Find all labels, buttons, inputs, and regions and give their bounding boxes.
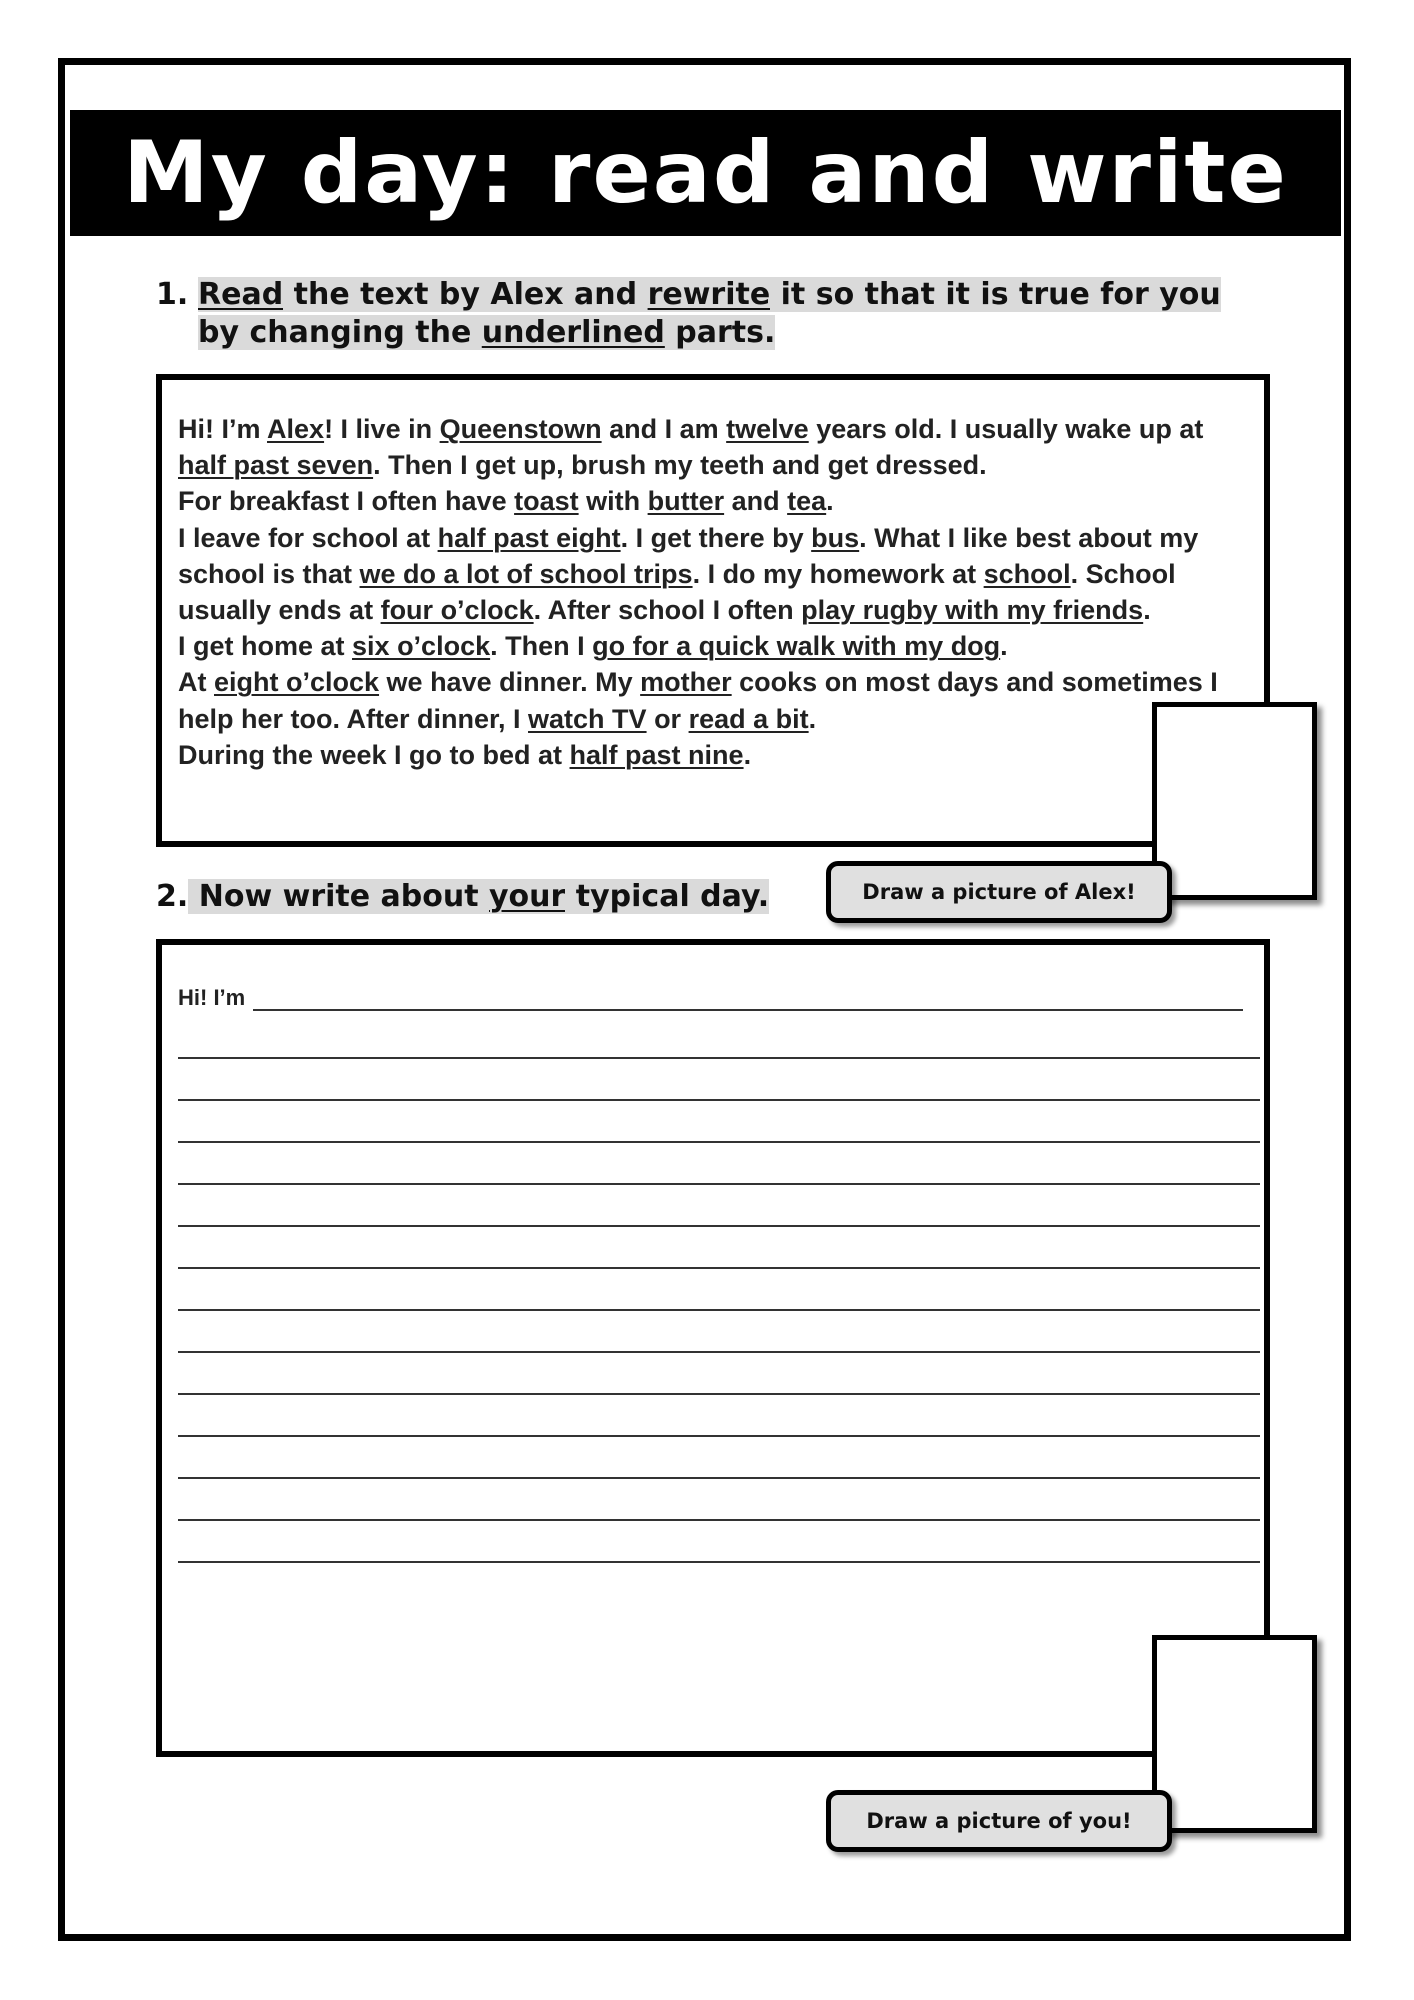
task-2-number: 2. — [156, 879, 189, 914]
task-1-line-2 — [198, 314, 775, 352]
underlined-part: tea — [787, 486, 827, 517]
underlined-part: eight o’clock — [214, 667, 380, 698]
alex-picture-box[interactable] — [1152, 702, 1317, 900]
underlined-part: mother — [640, 667, 732, 698]
task-1-text-b: it so that it is true for you — [770, 277, 1221, 312]
writing-line[interactable] — [178, 1435, 1260, 1437]
task-2-instruction — [156, 878, 769, 916]
underlined-part: we do a lot of school trips — [359, 558, 693, 589]
underlined-part: toast — [514, 486, 579, 517]
text-part: with — [578, 486, 648, 517]
text-line — [178, 411, 1248, 483]
task-1-text-d: parts. — [664, 315, 776, 350]
writing-line[interactable] — [178, 1561, 1260, 1563]
writing-line[interactable] — [178, 1057, 1260, 1059]
writing-line[interactable] — [178, 1225, 1260, 1227]
keyword-your: your — [489, 879, 566, 914]
text-line — [178, 483, 1248, 519]
underlined-part: school — [983, 558, 1071, 589]
underlined-part: read a bit — [688, 703, 809, 734]
writing-line[interactable] — [178, 1099, 1260, 1101]
text-line — [178, 737, 1248, 773]
draw-you-label: Draw a picture of you! — [826, 1790, 1172, 1852]
text-part: . I get there by — [620, 522, 812, 553]
writing-line[interactable] — [178, 1519, 1260, 1521]
text-part: we have dinner. My — [379, 667, 641, 698]
text-part: and — [724, 486, 788, 517]
text-part: . — [808, 703, 817, 734]
text-line — [178, 520, 1248, 629]
text-part: . — [1143, 595, 1151, 626]
task-1-text-a: the text by Alex and — [283, 277, 648, 312]
hi-label: Hi! I’m — [178, 985, 246, 1010]
writing-box — [156, 939, 1270, 1757]
underlined-part: half past seven — [178, 450, 374, 481]
underlined-part: play rugby with my friends — [801, 595, 1144, 626]
text-part: I leave for school at — [178, 522, 438, 553]
text-part: ! I live in — [324, 414, 440, 444]
page-title: My day: read and write — [70, 110, 1341, 236]
writing-line[interactable] — [178, 1309, 1260, 1311]
text-part: . Then I get up, brush my teeth and get dressed. — [373, 450, 987, 481]
keyword-underlined: underlined — [481, 315, 665, 350]
text-part: . — [826, 486, 834, 517]
underlined-part: butter — [647, 486, 725, 517]
text-part: years old. I usually wake up at — [808, 414, 1204, 444]
underlined-part: twelve — [726, 414, 809, 444]
alex-text-box — [156, 374, 1270, 847]
underlined-part: Alex — [267, 414, 325, 444]
text-line — [178, 664, 1248, 736]
text-part: . — [1000, 631, 1008, 662]
text-part: At — [178, 667, 214, 698]
text-line — [178, 628, 1248, 664]
writing-line[interactable] — [178, 1351, 1260, 1353]
text-part: . I do my homework at — [692, 558, 984, 589]
writing-line[interactable] — [178, 1141, 1260, 1143]
first-writing-line — [178, 985, 1243, 1011]
underlined-part: six o’clock — [352, 631, 491, 662]
text-part: . After school I often — [533, 595, 802, 626]
text-part: For breakfast I often have — [178, 486, 515, 517]
text-part: . What I like best about my school is that — [178, 522, 1199, 589]
text-part: or — [646, 703, 689, 734]
task-1-number: 1. — [156, 277, 189, 312]
writing-line[interactable] — [178, 1477, 1260, 1479]
text-part: I get home at — [178, 631, 353, 662]
text-part: . — [743, 739, 752, 770]
underlined-part: watch TV — [528, 703, 647, 734]
alex-text — [178, 411, 1248, 773]
task-2-text-a: Now write about — [188, 879, 489, 914]
text-part: . Then I — [490, 631, 593, 662]
task-1-text-c: by changing the — [198, 315, 482, 350]
underlined-part: four o’clock — [380, 595, 534, 626]
name-blank[interactable] — [253, 989, 1243, 1011]
text-part: . School usually ends at — [178, 558, 1176, 626]
writing-line[interactable] — [178, 1393, 1260, 1395]
task-1-line-1 — [198, 276, 1221, 314]
writing-line[interactable] — [178, 1183, 1260, 1185]
text-part: During the week I go to bed at — [178, 739, 570, 770]
text-part: Hi! I’m — [178, 414, 268, 444]
underlined-part: bus — [811, 522, 860, 553]
underlined-part: half past nine — [569, 739, 744, 770]
keyword-rewrite: rewrite — [647, 277, 771, 312]
text-part: and I am — [601, 414, 727, 444]
underlined-part: Queenstown — [439, 414, 602, 444]
underlined-part: go for a quick walk with my dog — [592, 631, 1001, 662]
text-part: cooks on most days and sometimes I help her too. After dinner, I — [178, 667, 1218, 734]
underlined-part: half past eight — [437, 522, 621, 553]
task-2-text-b: typical day. — [565, 879, 770, 914]
writing-line[interactable] — [178, 1267, 1260, 1269]
keyword-read: Read — [198, 277, 284, 312]
your-picture-box[interactable] — [1152, 1635, 1317, 1833]
draw-alex-label: Draw a picture of Alex! — [826, 861, 1172, 923]
